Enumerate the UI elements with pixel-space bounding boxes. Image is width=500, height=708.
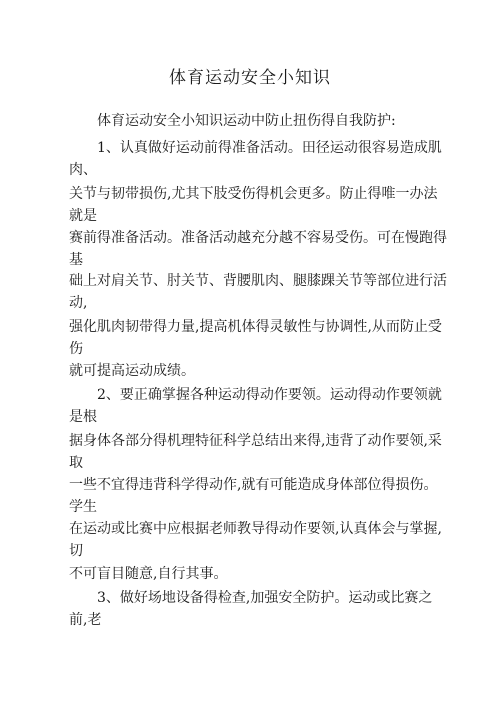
paragraph-line: 赛前得准备活动。准备活动越充分越不容易受伤。可在慢跑得基 [69, 230, 447, 268]
paragraph-line: 关节与韧带损伤,尤其下肢受伤得机会更多。防止得唯一办法就是 [69, 186, 438, 224]
paragraph-line: 2、要正确掌握各种运动得动作要领。运动得动作要领就是根 [69, 387, 442, 425]
paragraph-line: 不可盲目随意,自行其事。 [69, 566, 228, 582]
document-title: 体育运动安全小知识 [169, 68, 331, 88]
paragraph-line: 1、认真做好运动前得准备活动。田径运动很容易造成肌肉、 [69, 140, 442, 178]
paragraph-line: 一些不宜得违背科学得动作,就有可能造成身体部位得损伤。学生 [69, 477, 438, 515]
paragraph-line: 3、做好场地设备得检查,加强安全防护。运动或比赛之前,老 [69, 590, 433, 628]
paragraph-intro: 体育运动安全小知识运动中防止扭伤得自我防护: [97, 113, 396, 129]
paragraph-line: 在运动或比赛中应根据老师教导得动作要领,认真体会与掌握,切 [69, 521, 442, 559]
paragraph-line: 就可提高运动成绩。 [69, 363, 195, 379]
paragraph-line: 础上对肩关节、肘关节、背腰肌肉、腿膝踝关节等部位进行活动, [69, 273, 447, 311]
paragraph-line: 强化肌肉韧带得力量,提高机体得灵敏性与协调性,从而防止受伤 [69, 319, 442, 357]
paragraph-line: 据身体各部分得机理特征科学总结出来得,违背了动作要领,采取 [69, 433, 442, 471]
